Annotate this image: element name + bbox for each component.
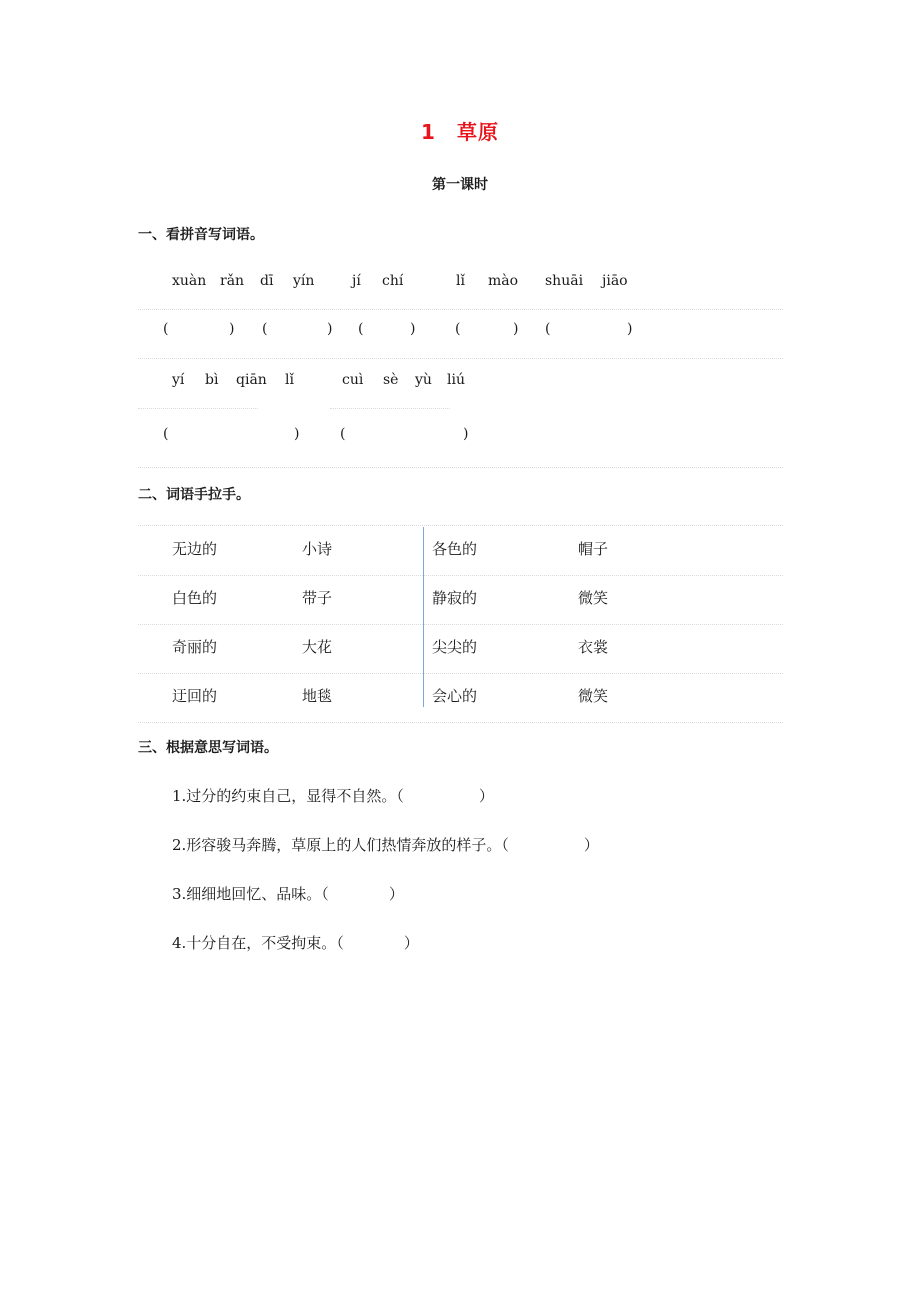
pinyin-syllable: jí [352, 273, 361, 289]
writing-line [138, 408, 258, 409]
pinyin-syllable: mào [488, 273, 519, 289]
match-word: 迂回的 [172, 687, 218, 705]
match-word: 白色的 [172, 589, 218, 607]
pinyin-syllable: lǐ [285, 372, 294, 388]
pinyin-syllable: sè [383, 372, 399, 388]
match-word: 无边的 [172, 540, 218, 558]
definition-item: 3.细细地回忆、品味。（ ） [172, 885, 404, 903]
match-word: 尖尖的 [432, 638, 478, 656]
match-word: 地毯 [302, 687, 333, 705]
pinyin-syllable: yù [415, 372, 432, 388]
row-divider [138, 624, 783, 625]
definition-item: 4.十分自在，不受拘束。（ ） [172, 934, 419, 952]
section2-heading: 二、词语手拉手。 [138, 487, 250, 503]
answer-paren-close: ) [627, 321, 633, 337]
answer-paren-open: ( [163, 321, 169, 337]
match-word: 小诗 [302, 540, 333, 558]
answer-paren-close: ) [410, 321, 416, 337]
definition-item: 2.形容骏马奔腾，草原上的人们热情奔放的样子。（ ） [172, 836, 599, 854]
row-divider [138, 575, 783, 576]
pinyin-syllable: lǐ [456, 273, 465, 289]
answer-paren-close: ) [463, 426, 469, 442]
pinyin-syllable: liú [447, 372, 465, 388]
pinyin-syllable: yín [293, 273, 315, 289]
pinyin-syllable: chí [382, 273, 404, 289]
match-word: 帽子 [578, 540, 609, 558]
match-word: 衣裳 [578, 638, 609, 656]
writing-line [138, 358, 783, 359]
pinyin-syllable: rǎn [220, 273, 245, 289]
match-word: 各色的 [432, 540, 478, 558]
lesson-subtitle: 第一课时 [432, 177, 488, 193]
writing-line [138, 467, 783, 468]
answer-paren-close: ) [327, 321, 333, 337]
answer-paren-open: ( [340, 426, 346, 442]
row-divider [138, 722, 783, 723]
match-word: 会心的 [432, 687, 478, 705]
pinyin-syllable: xuàn [172, 273, 207, 289]
definition-item: 1.过分的约束自己，显得不自然。（ ） [172, 787, 494, 805]
answer-paren-open: ( [545, 321, 551, 337]
section3-heading: 三、根据意思写词语。 [138, 740, 278, 756]
pinyin-syllable: bì [205, 372, 219, 388]
section1-heading: 一、看拼音写词语。 [138, 227, 264, 243]
answer-paren-open: ( [163, 426, 169, 442]
lesson-title: 1 草原 [421, 120, 499, 144]
match-word: 带子 [302, 589, 333, 607]
pinyin-syllable: yí [172, 372, 185, 388]
answer-paren-open: ( [455, 321, 461, 337]
pinyin-syllable: dī [260, 273, 274, 289]
answer-paren-close: ) [513, 321, 519, 337]
column-divider [423, 527, 424, 707]
writing-line [330, 408, 450, 409]
pinyin-syllable: qiān [236, 372, 267, 388]
match-word: 微笑 [578, 589, 609, 607]
row-divider [138, 673, 783, 674]
writing-line [138, 309, 783, 310]
pinyin-syllable: shuāi [545, 273, 584, 289]
match-word: 微笑 [578, 687, 609, 705]
answer-paren-open: ( [262, 321, 268, 337]
answer-paren-close: ) [229, 321, 235, 337]
row-divider [138, 525, 783, 526]
pinyin-syllable: cuì [342, 372, 364, 388]
match-word: 静寂的 [432, 589, 478, 607]
match-word: 大花 [302, 638, 333, 656]
answer-paren-open: ( [358, 321, 364, 337]
match-word: 奇丽的 [172, 638, 218, 656]
answer-paren-close: ) [294, 426, 300, 442]
pinyin-syllable: jiāo [602, 273, 628, 289]
